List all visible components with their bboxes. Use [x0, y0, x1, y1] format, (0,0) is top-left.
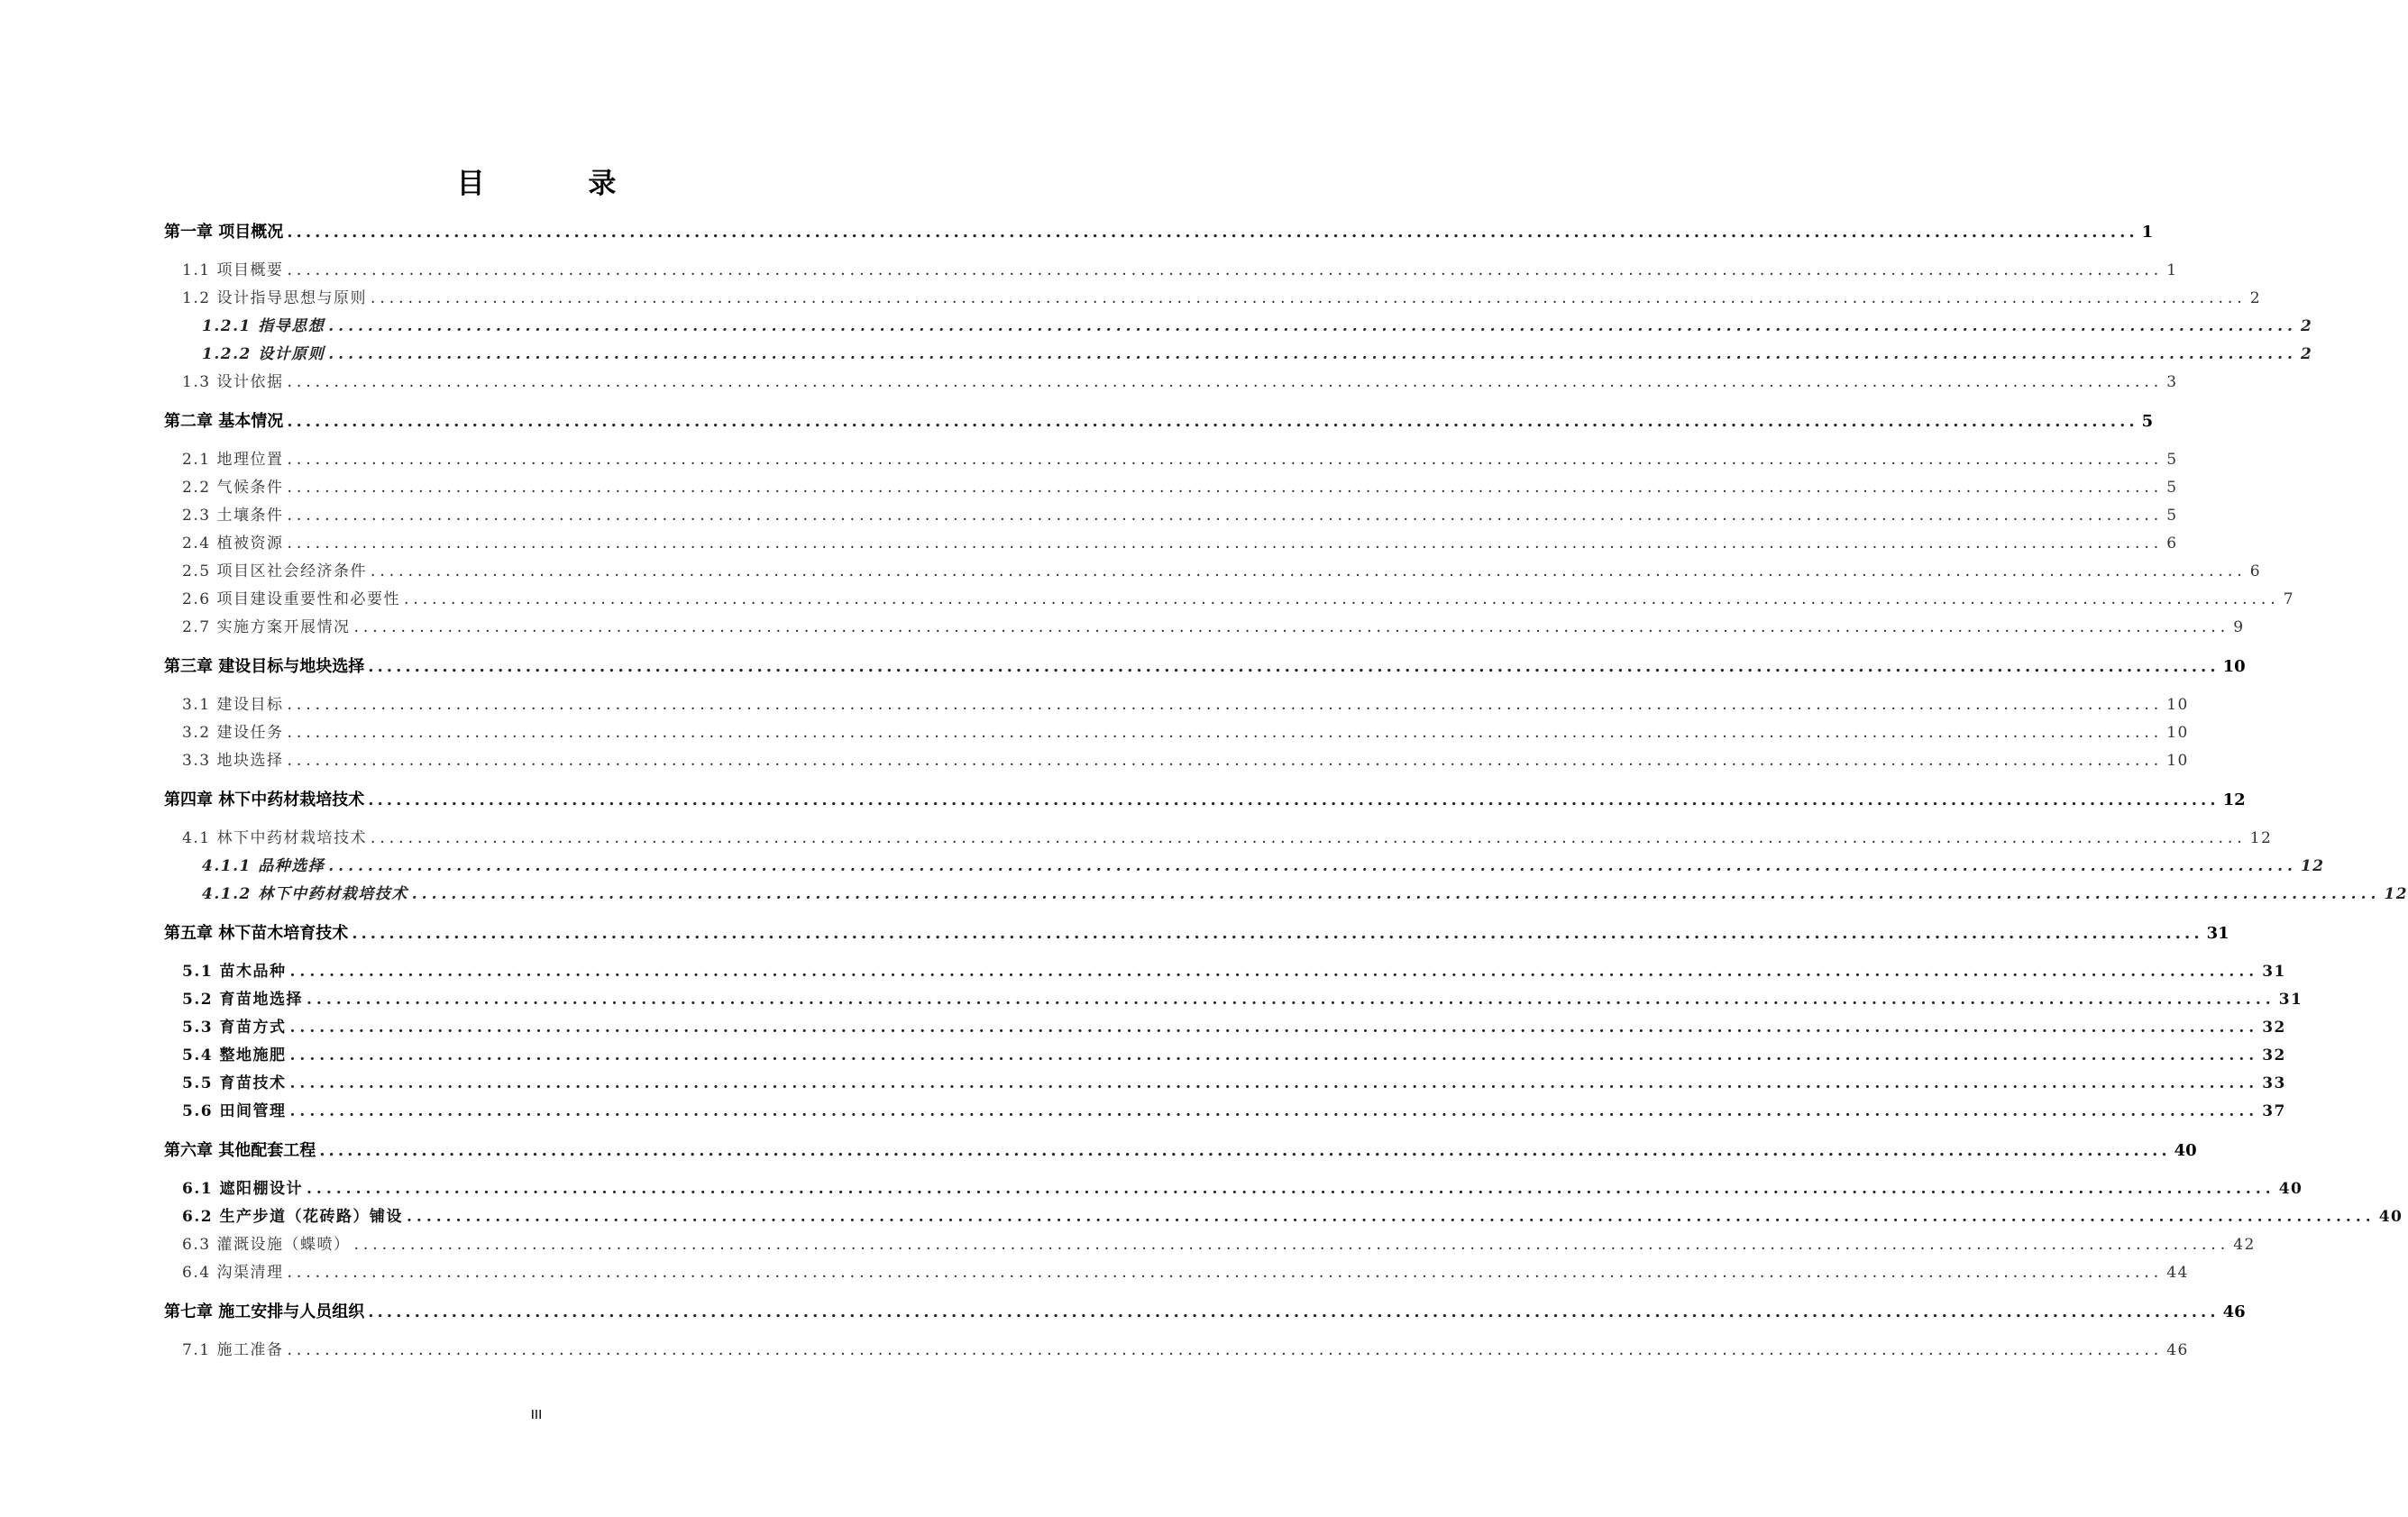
toc-entry-page-number: 33 — [2262, 1074, 2286, 1092]
toc-section-entry[interactable] — [164, 1337, 2189, 1365]
toc-entry-label: 第二章 基本情况 — [164, 412, 284, 431]
toc-entry-page-number: 12 — [2384, 885, 2408, 903]
toc-section-entry[interactable] — [164, 958, 2286, 986]
toc-entry-label: 4.1.1 品种选择 — [202, 857, 325, 875]
toc-section-entry[interactable] — [164, 586, 2295, 614]
toc-leader-dots: ........................................................................................................................................................................................................ — [328, 345, 2297, 363]
toc-leader-dots: ........................................................................................................................................................................................................ — [368, 790, 2220, 809]
toc-section-entry[interactable] — [164, 825, 2273, 853]
toc-entry-page-number: 1 — [2141, 223, 2154, 242]
toc-leader-dots: ........................................................................................................................................................................................................ — [287, 451, 2164, 469]
table-of-contents — [164, 218, 2408, 1365]
toc-leader-dots: ........................................................................................................................................................................................................ — [353, 618, 2230, 636]
toc-section-entry[interactable] — [164, 747, 2189, 775]
toc-entry-label: 5.1 苗木品种 — [182, 963, 287, 981]
toc-chapter-entry[interactable] — [164, 653, 2246, 681]
toc-leader-dots: ........................................................................................................................................................................................................ — [328, 317, 2297, 335]
toc-entry-page-number: 46 — [2222, 1302, 2246, 1321]
toc-entry-page-number: 31 — [2206, 924, 2229, 943]
toc-entry-page-number: 12 — [2249, 829, 2273, 847]
toc-section-entry[interactable] — [164, 369, 2178, 397]
toc-leader-dots: ........................................................................................................................................................................................................ — [287, 696, 2164, 714]
toc-entry-page-number: 3 — [2166, 373, 2178, 391]
toc-entry-label: 5.2 育苗地选择 — [182, 991, 303, 1009]
toc-entry-label: 2.2 气候条件 — [182, 479, 284, 497]
toc-entry-page-number: 5 — [2141, 412, 2154, 431]
toc-entry-label: 5.3 育苗方式 — [182, 1019, 287, 1037]
toc-entry-page-number: 42 — [2233, 1236, 2256, 1254]
toc-entry-label: 第七章 施工安排与人员组织 — [164, 1302, 365, 1321]
toc-entry-page-number: 40 — [2378, 1208, 2403, 1226]
toc-section-entry[interactable] — [164, 474, 2178, 502]
toc-entry-label: 5.4 整地施肥 — [182, 1046, 287, 1065]
toc-entry-page-number: 6 — [2249, 562, 2262, 580]
toc-section-entry[interactable] — [164, 1231, 2256, 1259]
toc-section-entry[interactable] — [164, 257, 2178, 285]
toc-section-entry[interactable] — [164, 285, 2262, 313]
toc-leader-dots: ........................................................................................................................................................................................................ — [287, 724, 2164, 742]
toc-entry-label: 1.2 设计指导思想与原则 — [182, 289, 367, 307]
toc-section-entry[interactable] — [164, 502, 2178, 530]
toc-entry-page-number: 1 — [2166, 261, 2178, 279]
toc-leader-dots: ........................................................................................................................................................................................................ — [368, 657, 2220, 676]
toc-chapter-entry[interactable] — [164, 919, 2229, 947]
toc-entry-label: 第一章 项目概况 — [164, 223, 284, 242]
toc-entry-label: 6.3 灌溉设施（蝶喷） — [182, 1236, 351, 1254]
toc-entry-page-number: 10 — [2222, 657, 2246, 676]
toc-entry-label: 6.4 沟渠清理 — [182, 1264, 284, 1282]
toc-entry-page-number: 44 — [2166, 1264, 2189, 1282]
toc-leader-dots: ........................................................................................................................................................................................................ — [407, 1208, 2376, 1226]
toc-entry-label: 7.1 施工准备 — [182, 1341, 284, 1359]
toc-entry-label: 第五章 林下苗木培育技术 — [164, 924, 349, 943]
toc-section-entry[interactable] — [164, 986, 2303, 1014]
toc-entry-label: 5.5 育苗技术 — [182, 1074, 287, 1092]
toc-leader-dots: ........................................................................................................................................................................................................ — [287, 535, 2164, 553]
toc-entry-label: 2.7 实施方案开展情况 — [182, 618, 351, 636]
toc-section-entry[interactable] — [164, 1014, 2286, 1042]
toc-entry-label: 2.5 项目区社会经济条件 — [182, 562, 367, 580]
toc-entry-page-number: 5 — [2166, 507, 2178, 525]
toc-entry-page-number: 6 — [2166, 535, 2178, 553]
toc-section-entry[interactable] — [164, 719, 2189, 747]
toc-leader-dots: ........................................................................................................................................................................................................ — [307, 1180, 2275, 1198]
toc-entry-label: 6.1 遮阳棚设计 — [182, 1180, 303, 1198]
toc-entry-label: 1.2.2 设计原则 — [202, 345, 325, 363]
toc-leader-dots: ........................................................................................................................................................................................................ — [307, 991, 2275, 1009]
toc-leader-dots: ........................................................................................................................................................................................................ — [287, 261, 2164, 279]
toc-entry-label: 1.1 项目概要 — [182, 261, 284, 279]
toc-leader-dots: ........................................................................................................................................................................................................ — [353, 1236, 2230, 1254]
toc-subsection-entry[interactable] — [164, 313, 2313, 341]
toc-leader-dots: ........................................................................................................................................................................................................ — [289, 963, 2259, 981]
toc-section-entry[interactable] — [164, 691, 2189, 719]
toc-chapter-entry[interactable] — [164, 786, 2246, 814]
toc-leader-dots: ........................................................................................................................................................................................................ — [287, 1341, 2164, 1359]
toc-entry-page-number: 12 — [2222, 790, 2246, 809]
toc-entry-page-number: 10 — [2166, 752, 2189, 770]
toc-section-entry[interactable] — [164, 1175, 2303, 1203]
toc-entry-label: 2.4 植被资源 — [182, 535, 284, 553]
toc-entry-label: 1.3 设计依据 — [182, 373, 284, 391]
toc-chapter-entry[interactable] — [164, 218, 2154, 246]
toc-entry-page-number: 5 — [2166, 479, 2178, 497]
toc-entry-label: 2.1 地理位置 — [182, 451, 284, 469]
toc-section-entry[interactable] — [164, 446, 2178, 474]
page-title: 目 录 — [456, 168, 664, 200]
toc-section-entry[interactable] — [164, 1070, 2286, 1098]
toc-leader-dots: ........................................................................................................................................................................................................ — [287, 1264, 2164, 1282]
toc-section-entry[interactable] — [164, 1098, 2286, 1126]
toc-entry-page-number: 2 — [2300, 345, 2313, 363]
toc-subsection-entry[interactable] — [164, 853, 2325, 881]
toc-chapter-entry[interactable] — [164, 407, 2154, 435]
toc-section-entry[interactable] — [164, 1203, 2403, 1231]
toc-entry-page-number: 40 — [2174, 1141, 2197, 1160]
toc-leader-dots: ........................................................................................................................................................................................................ — [289, 1046, 2259, 1065]
toc-entry-page-number: 12 — [2300, 857, 2325, 875]
footer-page-number: III — [530, 1407, 543, 1422]
toc-leader-dots: ........................................................................................................................................................................................................ — [368, 1302, 2220, 1321]
toc-entry-label: 2.3 土壤条件 — [182, 507, 284, 525]
toc-leader-dots: ........................................................................................................................................................................................................ — [289, 1019, 2259, 1037]
toc-entry-page-number: 31 — [2278, 991, 2303, 1009]
toc-section-entry[interactable] — [164, 614, 2245, 642]
toc-section-entry[interactable] — [164, 1259, 2189, 1287]
toc-section-entry[interactable] — [164, 530, 2178, 558]
toc-entry-label: 1.2.1 指导思想 — [202, 317, 325, 335]
toc-entry-label: 3.3 地块选择 — [182, 752, 284, 770]
toc-leader-dots: ........................................................................................................................................................................................................ — [370, 562, 2247, 580]
toc-entry-label: 第四章 林下中药材栽培技术 — [164, 790, 365, 809]
toc-entry-page-number: 40 — [2278, 1180, 2303, 1198]
toc-entry-label: 第三章 建设目标与地块选择 — [164, 657, 365, 676]
toc-leader-dots: ........................................................................................................................................................................................................ — [287, 752, 2164, 770]
toc-leader-dots: ........................................................................................................................................................................................................ — [328, 857, 2297, 875]
toc-entry-label: 3.2 建设任务 — [182, 724, 284, 742]
toc-subsection-entry[interactable] — [164, 341, 2313, 369]
toc-leader-dots: ........................................................................................................................................................................................................ — [403, 590, 2280, 608]
toc-leader-dots: ........................................................................................................................................................................................................ — [352, 924, 2203, 943]
toc-chapter-entry[interactable] — [164, 1298, 2246, 1326]
toc-subsection-entry[interactable] — [164, 881, 2408, 909]
toc-section-entry[interactable] — [164, 1042, 2286, 1070]
toc-leader-dots: ........................................................................................................................................................................................................ — [289, 1102, 2259, 1120]
toc-entry-label: 3.1 建设目标 — [182, 696, 284, 714]
toc-entry-label: 6.2 生产步道（花砖路）铺设 — [182, 1208, 403, 1226]
toc-leader-dots: ........................................................................................................................................................................................................ — [411, 885, 2381, 903]
toc-leader-dots: ........................................................................................................................................................................................................ — [287, 479, 2164, 497]
toc-entry-label: 5.6 田间管理 — [182, 1102, 287, 1120]
toc-leader-dots: ........................................................................................................................................................................................................ — [370, 829, 2247, 847]
toc-leader-dots: ........................................................................................................................................................................................................ — [319, 1141, 2171, 1160]
toc-entry-label: 2.6 项目建设重要性和必要性 — [182, 590, 400, 608]
toc-entry-page-number: 31 — [2262, 963, 2286, 981]
toc-entry-page-number: 7 — [2283, 590, 2295, 608]
toc-leader-dots: ........................................................................................................................................................................................................ — [289, 1074, 2259, 1092]
toc-section-entry[interactable] — [164, 558, 2262, 586]
toc-entry-page-number: 2 — [2300, 317, 2313, 335]
toc-entry-page-number: 46 — [2166, 1341, 2189, 1359]
toc-entry-page-number: 10 — [2166, 724, 2189, 742]
toc-entry-page-number: 9 — [2233, 618, 2245, 636]
toc-leader-dots: ........................................................................................................................................................................................................ — [287, 412, 2138, 431]
toc-entry-label: 第六章 其他配套工程 — [164, 1141, 316, 1160]
toc-entry-page-number: 10 — [2166, 696, 2189, 714]
toc-leader-dots: ........................................................................................................................................................................................................ — [287, 373, 2164, 391]
toc-entry-label: 4.1 林下中药材栽培技术 — [182, 829, 367, 847]
toc-leader-dots: ........................................................................................................................................................................................................ — [370, 289, 2247, 307]
toc-chapter-entry[interactable] — [164, 1137, 2197, 1165]
toc-entry-page-number: 2 — [2249, 289, 2262, 307]
toc-entry-page-number: 37 — [2262, 1102, 2286, 1120]
toc-leader-dots: ........................................................................................................................................................................................................ — [287, 223, 2138, 242]
toc-entry-page-number: 5 — [2166, 451, 2178, 469]
toc-entry-label: 4.1.2 林下中药材栽培技术 — [202, 885, 408, 903]
toc-leader-dots: ........................................................................................................................................................................................................ — [287, 507, 2164, 525]
toc-entry-page-number: 32 — [2262, 1019, 2286, 1037]
toc-entry-page-number: 32 — [2262, 1046, 2286, 1065]
